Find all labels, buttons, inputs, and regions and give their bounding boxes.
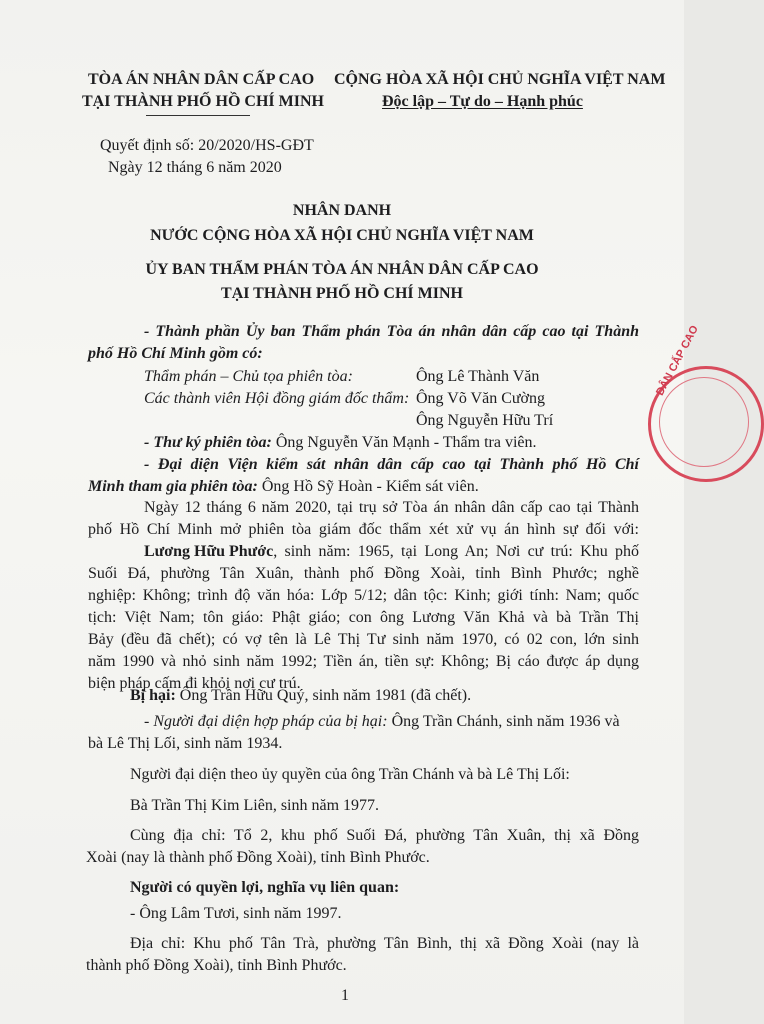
related-party-address: Địa chỉ: Khu phố Tân Trà, phường Tân Bình, thị xã Đồng Xoài (nay là — [130, 935, 639, 952]
shared-address-cont: Xoài (nay là thành phố Đồng Xoài), tỉnh Bình Phước. — [86, 849, 430, 866]
clerk-label: - Thư ký phiên tòa: — [144, 434, 272, 451]
related-party-heading: Người có quyền lợi, nghĩa vụ liên quan: — [130, 879, 400, 896]
court-seal-inner-ring — [659, 377, 749, 467]
presiding-judge-name: Ông Lê Thành Văn — [416, 368, 540, 385]
page-number: 1 — [341, 987, 349, 1004]
decision-number: Quyết định số: 20/2020/HS-GĐT — [100, 137, 314, 154]
panel-intro-cont: phố Hồ Chí Minh gồm có: — [88, 345, 263, 362]
defendant-line-1 — [144, 542, 639, 562]
court-name-line2: TẠI THÀNH PHỐ HỒ CHÍ MINH — [82, 93, 324, 110]
presiding-judge-label: Thẩm phán – Chủ tọa phiên tòa: — [144, 368, 353, 385]
victim-line — [130, 686, 471, 706]
decision-date: Ngày 12 tháng 6 năm 2020 — [108, 159, 282, 176]
defendant-line-5: Bảy (đều đã chết); có vợ tên là Lê Thị Tư sinh năm 1970, có 02 con, lớn sinh — [88, 631, 639, 648]
procuracy-label: Minh tham gia phiên tòa: — [88, 478, 258, 495]
defendant-line-2: Suối Đá, phường Tân Xuân, thành phố Đồng Xoài, tỉnh Bình Phước; nghề — [88, 565, 639, 582]
session-paragraph: Ngày 12 tháng 6 năm 2020, tại trụ sở Tòa án nhân dân cấp cao tại Thành — [144, 499, 639, 516]
court-name-line1: TÒA ÁN NHÂN DÂN CẤP CAO — [88, 71, 315, 88]
nation-title: CỘNG HÒA XÃ HỘI CHỦ NGHĨA VIỆT NAM — [334, 71, 666, 88]
defendant-line-3: nghiệp: Không; trình độ văn hóa: Lớp 5/12; dân tộc: Kinh; giới tính: Nam; quốc — [88, 587, 639, 604]
title-republic: NƯỚC CỘNG HÒA XÃ HỘI CHỦ NGHĨA VIỆT NAM — [150, 227, 534, 244]
shared-address: Cùng địa chỉ: Tổ 2, khu phố Suối Đá, phường Tân Xuân, thị xã Đồng — [130, 827, 639, 844]
clerk-line — [144, 433, 537, 453]
procuracy-line-cont — [88, 477, 479, 497]
clerk-value: Ông Nguyễn Văn Mạnh - Thẩm tra viên. — [271, 434, 537, 451]
title-in-the-name: NHÂN DANH — [292, 202, 392, 219]
authorized-rep-name: Bà Trần Thị Kim Liên, sinh năm 1977. — [130, 797, 380, 814]
header-rule-left — [146, 115, 250, 116]
defendant-line-4: tịch: Việt Nam; tôn giáo: Phật giáo; con ông Lương Văn Khả và bà Trần Thị — [88, 609, 639, 626]
procuracy-line: - Đại diện Viện kiểm sát nhân dân cấp cao tại Thành phố Hồ Chí — [144, 456, 639, 473]
panel-members-label: Các thành viên Hội đồng giám đốc thẩm: — [144, 390, 410, 407]
court-seal-text: DÂN CẤP CAO — [654, 323, 701, 398]
victim-representative-cont: bà Lê Thị Lối, sinh năm 1934. — [88, 735, 283, 752]
nation-motto: Độc lập – Tự do – Hạnh phúc — [382, 93, 583, 110]
authorized-rep-line: Người đại diện theo ủy quyền của ông Trần Chánh và bà Lê Thị Lối: — [130, 766, 570, 783]
defendant-name: Lương Hữu Phước — [144, 543, 274, 560]
defendant-line-6: năm 1990 và nhỏ sinh năm 1992; Tiền án, tiền sự: Không; Bị cáo được áp dụng — [88, 653, 639, 670]
panel-member-2: Ông Nguyễn Hữu Trí — [416, 412, 554, 429]
victim-representative-value: Ông Trần Chánh, sinh năm 1936 và — [387, 713, 620, 730]
defendant-line-7: biện pháp cấm đi khỏi nơi cư trú. — [88, 675, 301, 692]
related-party-address-cont: thành phố Đồng Xoài), tỉnh Bình Phước. — [86, 957, 347, 974]
title-city: TẠI THÀNH PHỐ HỒ CHÍ MINH — [221, 285, 463, 302]
victim-representative-line — [144, 712, 620, 732]
defendant-birth: , sinh năm: 1965, tại Long An; Nơi cư trú: Khu phố — [273, 543, 639, 560]
victim-representative-label: - Người đại diện hợp pháp của bị hại: — [144, 713, 388, 730]
procuracy-value: Ông Hồ Sỹ Hoàn - Kiểm sát viên. — [257, 478, 479, 495]
session-paragraph-cont: phố Hồ Chí Minh mở phiên tòa giám đốc thẩm xét xử vụ án hình sự đối với: — [88, 521, 639, 538]
victim-value: Ông Trần Hữu Quý, sinh năm 1981 (đã chết). — [175, 687, 472, 704]
victim-label: Bị hại: — [130, 687, 176, 704]
related-party-person: - Ông Lâm Tươi, sinh năm 1997. — [130, 905, 342, 922]
panel-member-1: Ông Võ Văn Cường — [416, 390, 545, 407]
panel-intro: - Thành phần Ủy ban Thẩm phán Tòa án nhân dân cấp cao tại Thành — [144, 323, 639, 340]
title-committee: ỦY BAN THẨM PHÁN TÒA ÁN NHÂN DÂN CẤP CAO — [145, 261, 539, 278]
